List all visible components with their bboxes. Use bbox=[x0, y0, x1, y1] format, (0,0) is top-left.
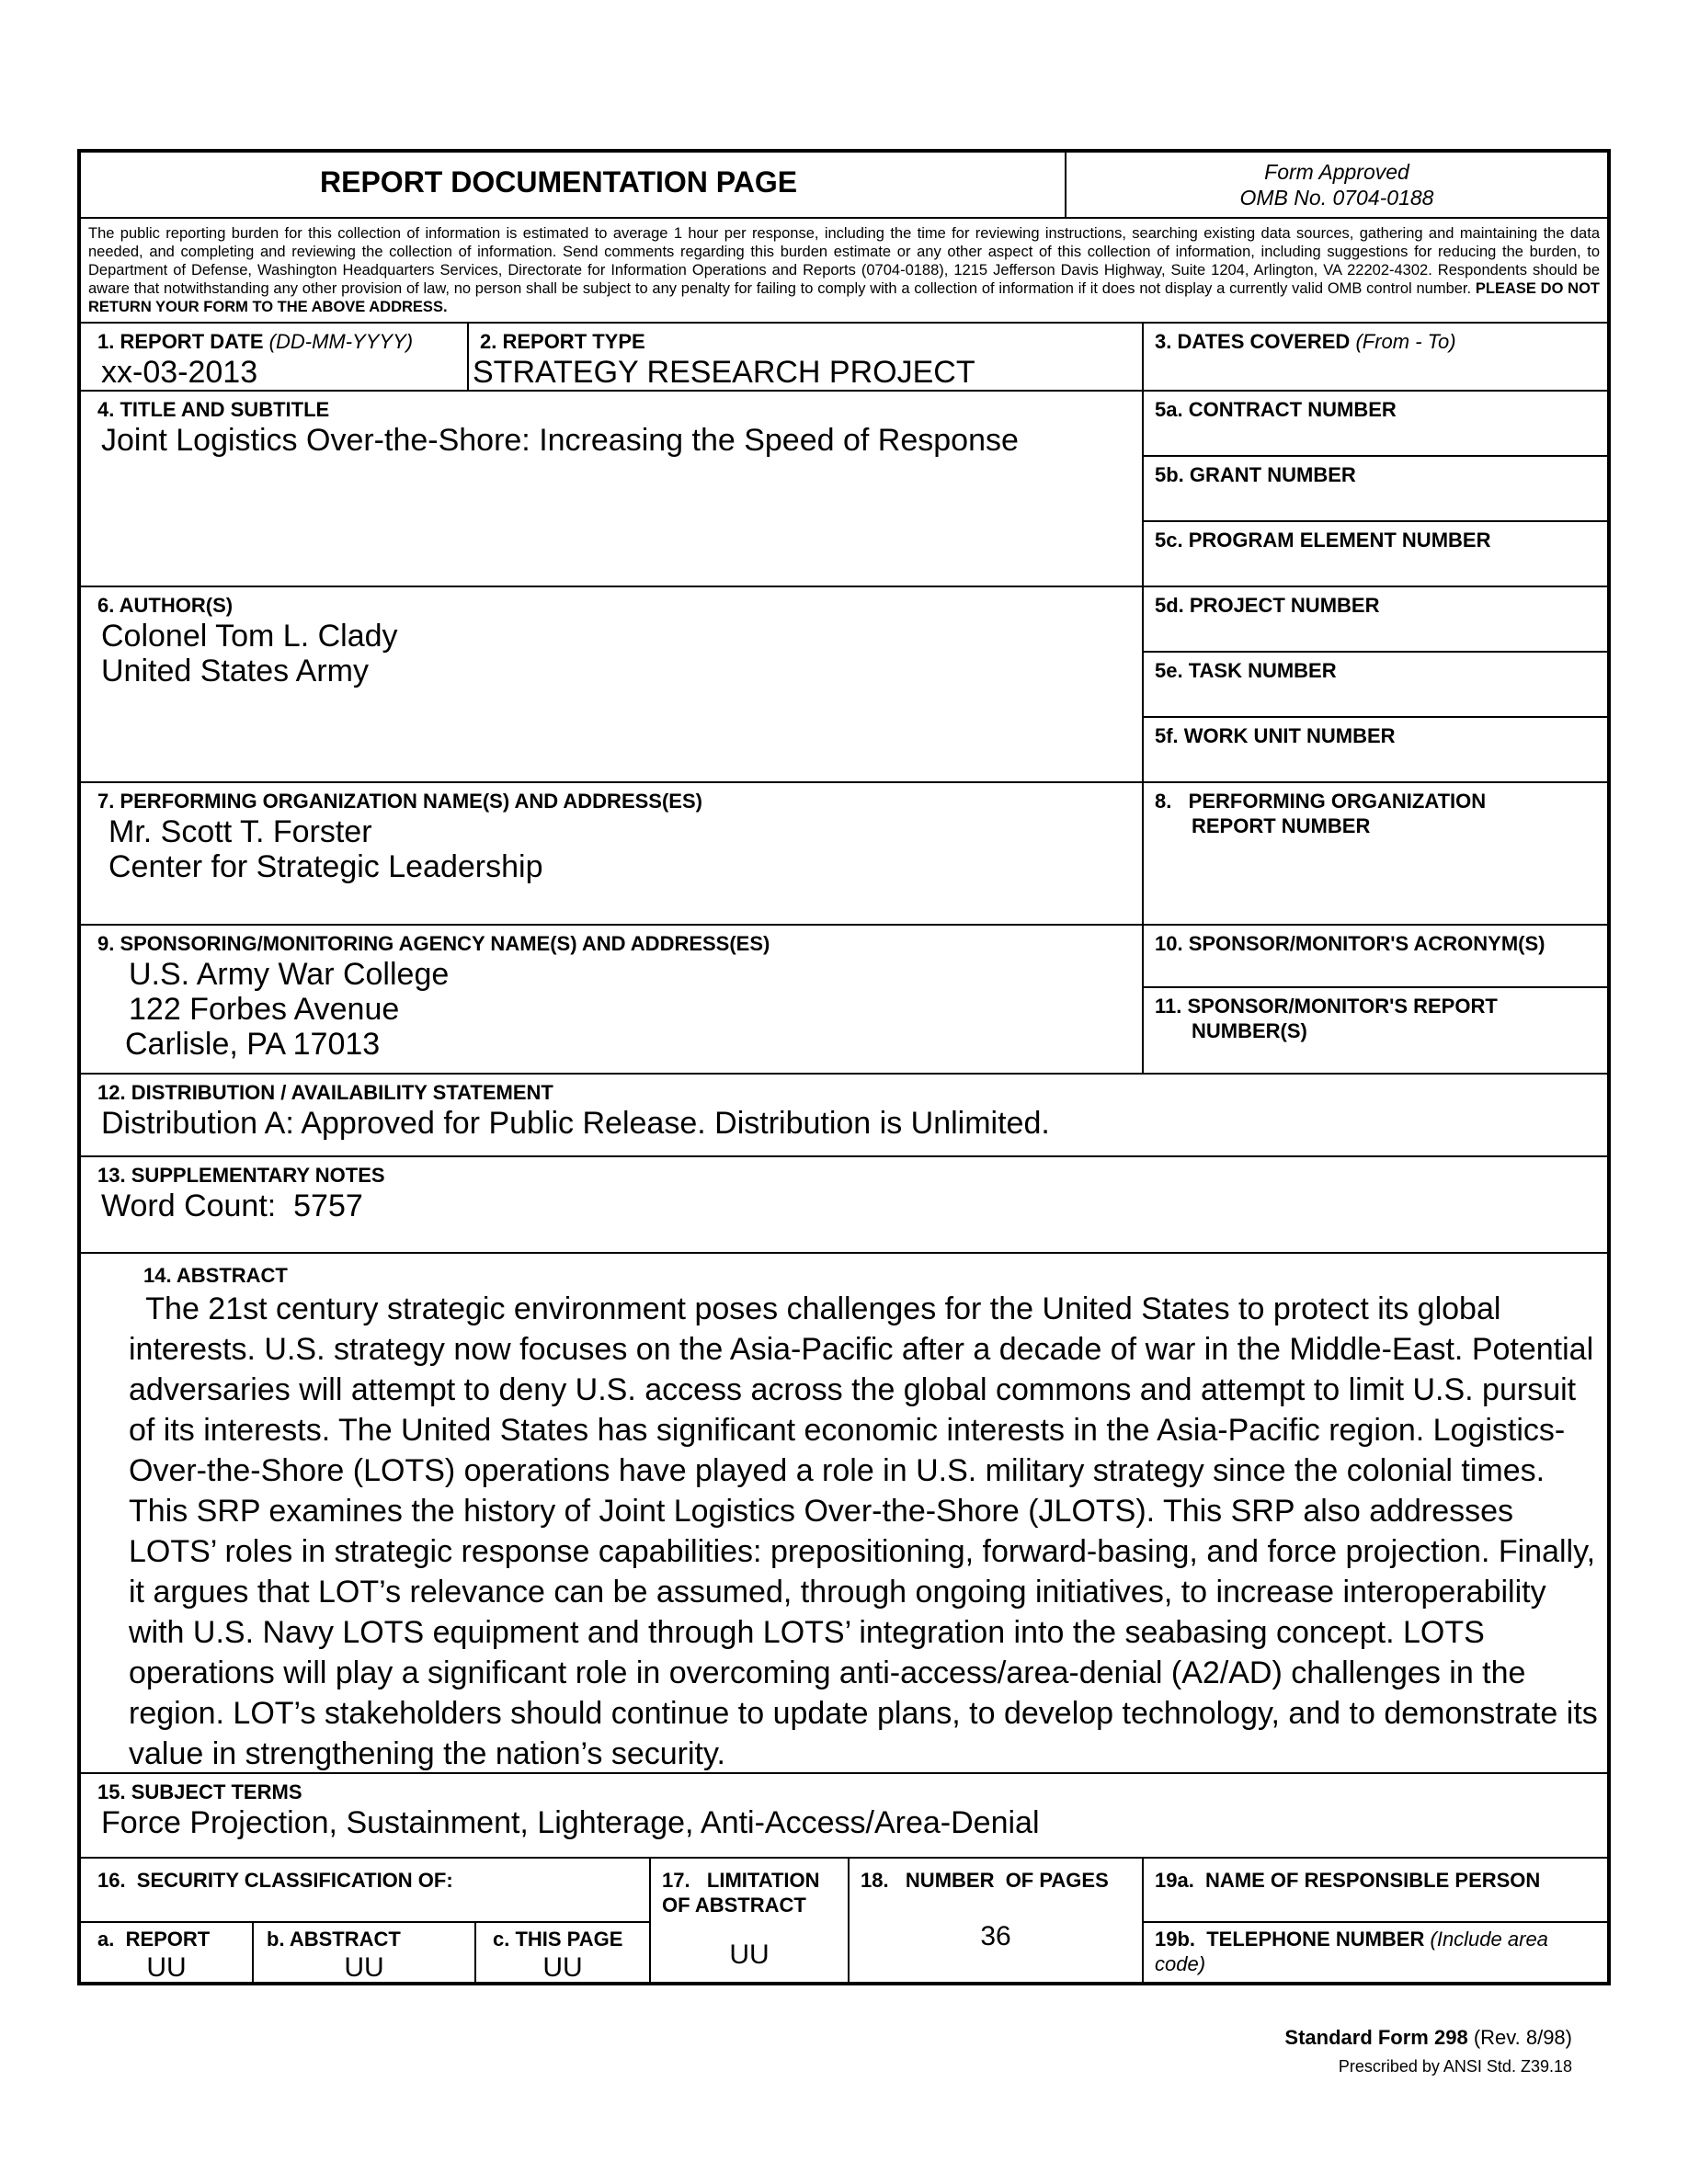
performing-report-label-1: 8. PERFORMING ORGANIZATION bbox=[1155, 790, 1487, 813]
burden-body: The public reporting burden for this collection of information is estimated to average 1 hour per response, including the time for reviewing instructions, searching existing data sources, gathering and maintaining the data needed, and completing and reviewing the collection of information. Send comments regarding this burden estimate or any other aspect of this collection of information, including suggestions for reducing the burden, to Department of Defense, Washington Headquarters Services, Directorate for Information Operations and Reports (0704-0188), 1215 Jefferson Davis Highway, Suite 1204, Arlington, VA 22202-4302. Respondents should be aware that notwithstanding any other provision of law, no person shall be subject to any penalty for failing to comply with a collection of information if it does not display a currently valid OMB control number. bbox=[88, 225, 1600, 297]
author-line-2: United States Army bbox=[101, 654, 370, 688]
sponsor-report-cell[interactable] bbox=[1142, 986, 1607, 1073]
responsible-person-cell[interactable] bbox=[1142, 1857, 1607, 1921]
limitation-label-1: 17. LIMITATION bbox=[662, 1869, 820, 1892]
distribution-label: 12. DISTRIBUTION / AVAILABILITY STATEMENT bbox=[97, 1081, 553, 1104]
report-date-value: xx-03-2013 bbox=[101, 355, 258, 390]
sponsor-acronym-cell[interactable] bbox=[1142, 924, 1607, 986]
sponsoring-agency-label: 9. SPONSORING/MONITORING AGENCY NAME(S) AND ADDRESS(ES) bbox=[97, 932, 770, 955]
dates-covered-cell[interactable] bbox=[1142, 322, 1607, 390]
abstract-label: 14. ABSTRACT bbox=[143, 1264, 288, 1287]
form-header bbox=[81, 153, 1607, 217]
security-report-label: a. REPORT bbox=[97, 1928, 211, 1951]
supplementary-cell[interactable] bbox=[81, 1155, 1607, 1252]
project-number-cell[interactable] bbox=[1142, 586, 1607, 651]
telephone-label: 19b. TELEPHONE NUMBER (Include area bbox=[1155, 1928, 1548, 1951]
subject-terms-label: 15. SUBJECT TERMS bbox=[97, 1780, 302, 1803]
telephone-cell[interactable] bbox=[1142, 1921, 1607, 1982]
grant-number-cell[interactable] bbox=[1142, 455, 1607, 520]
subject-terms-cell[interactable] bbox=[81, 1772, 1607, 1857]
abstract-line: of its interests. The United States has significant economic interests in the Asia-Pacific region. Logistics- bbox=[129, 1413, 1566, 1448]
limitation-label-2: OF ABSTRACT bbox=[662, 1894, 806, 1917]
report-type-cell[interactable] bbox=[467, 322, 1223, 390]
sponsoring-line-3: Carlisle, PA 17013 bbox=[125, 1027, 381, 1062]
abstract-line: LOTS’ roles in strategic response capabilities: prepositioning, forward-basing, and force projection. Finally, bbox=[129, 1534, 1596, 1569]
sponsoring-agency-cell[interactable] bbox=[81, 924, 1142, 1073]
performing-org-line-2: Center for Strategic Leadership bbox=[108, 849, 543, 884]
approval-line-1: Form Approved bbox=[1264, 160, 1409, 184]
security-page-cell[interactable] bbox=[474, 1921, 649, 1982]
page-title: REPORT DOCUMENTATION PAGE bbox=[320, 165, 798, 199]
security-classification-cell bbox=[81, 1857, 649, 1921]
project-number-label: 5d. PROJECT NUMBER bbox=[1155, 594, 1380, 617]
performing-org-cell[interactable] bbox=[81, 781, 1142, 924]
burden-text bbox=[88, 224, 1600, 316]
dates-covered-label: 3. DATES COVERED (From - To) bbox=[1155, 330, 1456, 353]
grant-number-label: 5b. GRANT NUMBER bbox=[1155, 463, 1356, 486]
pages-cell[interactable] bbox=[848, 1857, 1142, 1982]
sponsor-report-label-1: 11. SPONSOR/MONITOR'S REPORT bbox=[1155, 995, 1498, 1018]
performing-report-cell[interactable] bbox=[1142, 781, 1607, 924]
work-unit-label: 5f. WORK UNIT NUMBER bbox=[1155, 724, 1396, 747]
work-unit-cell[interactable] bbox=[1142, 716, 1607, 781]
abstract-cell[interactable] bbox=[81, 1252, 1607, 1772]
task-number-label: 5e. TASK NUMBER bbox=[1155, 659, 1337, 682]
pages-value: 36 bbox=[980, 1921, 1011, 1951]
report-date-label: 1. REPORT DATE (DD-MM-YYYY) bbox=[97, 330, 414, 353]
sponsoring-line-1: U.S. Army War College bbox=[129, 957, 450, 992]
sponsor-report-label-2: NUMBER(S) bbox=[1192, 1019, 1307, 1042]
security-classification-label: 16. SECURITY CLASSIFICATION OF: bbox=[97, 1869, 453, 1892]
performing-org-line-1: Mr. Scott T. Forster bbox=[108, 814, 372, 849]
abstract-line: value in strengthening the nation’s security. bbox=[129, 1736, 725, 1771]
authors-cell[interactable] bbox=[81, 586, 1142, 781]
abstract-line: Over-the-Shore (LOTS) operations have played a role in U.S. military strategy since the colonial times. bbox=[129, 1453, 1545, 1488]
supplementary-value: Word Count: 5757 bbox=[101, 1189, 363, 1223]
title-label: 4. TITLE AND SUBTITLE bbox=[97, 398, 330, 421]
sponsor-acronym-label: 10. SPONSOR/MONITOR'S ACRONYM(S) bbox=[1155, 932, 1545, 955]
contract-number-label: 5a. CONTRACT NUMBER bbox=[1155, 398, 1397, 421]
security-report-cell[interactable] bbox=[81, 1921, 252, 1982]
abstract-line: it argues that LOT’s relevance can be assumed, through ongoing initiatives, to increase interoperability bbox=[129, 1575, 1546, 1610]
distribution-cell[interactable] bbox=[81, 1073, 1607, 1155]
subject-terms-value: Force Projection, Sustainment, Lighterage, Anti-Access/Area-Denial bbox=[101, 1805, 1040, 1840]
abstract-line: This SRP examines the history of Joint Logistics Over-the-Shore (JLOTS). This SRP also addresses bbox=[129, 1494, 1514, 1529]
security-report-value: UU bbox=[146, 1952, 187, 1983]
abstract-line: with U.S. Navy LOTS equipment and through LOTS’ integration into the seabasing concept. LOTS bbox=[129, 1615, 1485, 1650]
abstract-line: The 21st century strategic environment poses challenges for the United States to protect its global bbox=[129, 1291, 1501, 1326]
task-number-cell[interactable] bbox=[1142, 651, 1607, 716]
title-cell[interactable] bbox=[81, 390, 1142, 586]
report-date-cell[interactable] bbox=[81, 322, 467, 390]
form-identifier: Standard Form 298 (Rev. 8/98) bbox=[1284, 2026, 1572, 2049]
program-element-cell[interactable] bbox=[1142, 520, 1607, 586]
authors-label: 6. AUTHOR(S) bbox=[97, 594, 234, 617]
abstract-text bbox=[129, 1289, 1600, 1774]
security-page-label: c. THIS PAGE bbox=[493, 1928, 623, 1951]
performing-org-label: 7. PERFORMING ORGANIZATION NAME(S) AND ADDRESS(ES) bbox=[97, 790, 702, 813]
limitation-value: UU bbox=[729, 1939, 770, 1970]
author-line-1: Colonel Tom L. Clady bbox=[101, 619, 398, 654]
security-abstract-value: UU bbox=[344, 1952, 384, 1983]
pages-label: 18. NUMBER OF PAGES bbox=[861, 1869, 1109, 1892]
abstract-line: operations will play a significant role in overcoming anti-access/area-denial (A2/AD) challenges in the bbox=[129, 1655, 1526, 1690]
report-type-label: 2. REPORT TYPE bbox=[480, 330, 645, 353]
report-documentation-form bbox=[77, 149, 1611, 1985]
prescribed-by: Prescribed by ANSI Std. Z39.18 bbox=[1338, 2057, 1572, 2076]
approval-line-2: OMB No. 0704-0188 bbox=[1239, 186, 1434, 210]
approval-box bbox=[1065, 153, 1607, 217]
title-value: Joint Logistics Over-the-Shore: Increasing the Speed of Response bbox=[101, 423, 1019, 458]
burden-statement bbox=[81, 217, 1607, 322]
supplementary-label: 13. SUPPLEMENTARY NOTES bbox=[97, 1164, 385, 1187]
security-abstract-label: b. ABSTRACT bbox=[267, 1928, 401, 1951]
security-page-value: UU bbox=[542, 1952, 583, 1983]
report-type-value: STRATEGY RESEARCH PROJECT bbox=[473, 355, 975, 390]
abstract-line: region. LOT’s stakeholders should continue to update plans, to develop technology, and to demonstrate its bbox=[129, 1696, 1598, 1731]
responsible-person-label: 19a. NAME OF RESPONSIBLE PERSON bbox=[1155, 1869, 1541, 1892]
program-element-label: 5c. PROGRAM ELEMENT NUMBER bbox=[1155, 529, 1491, 552]
telephone-hint: code) bbox=[1155, 1952, 1206, 1975]
abstract-line: interests. U.S. strategy now focuses on the Asia-Pacific after a decade of war in the Middle-East. Potential bbox=[129, 1332, 1594, 1367]
limitation-cell[interactable] bbox=[649, 1857, 848, 1982]
burden-emphasis: PLEASE DO NOT RETURN YOUR FORM TO THE ABOVE ADDRESS. bbox=[88, 280, 1601, 315]
performing-report-label-2: REPORT NUMBER bbox=[1192, 814, 1371, 837]
security-abstract-cell[interactable] bbox=[252, 1921, 474, 1982]
contract-number-cell[interactable] bbox=[1142, 390, 1607, 455]
distribution-value: Distribution A: Approved for Public Release. Distribution is Unlimited. bbox=[101, 1106, 1050, 1141]
sponsoring-line-2: 122 Forbes Avenue bbox=[129, 992, 400, 1027]
abstract-line: adversaries will attempt to deny U.S. access across the global commons and attempt to limit U.S. pursuit bbox=[129, 1372, 1577, 1407]
